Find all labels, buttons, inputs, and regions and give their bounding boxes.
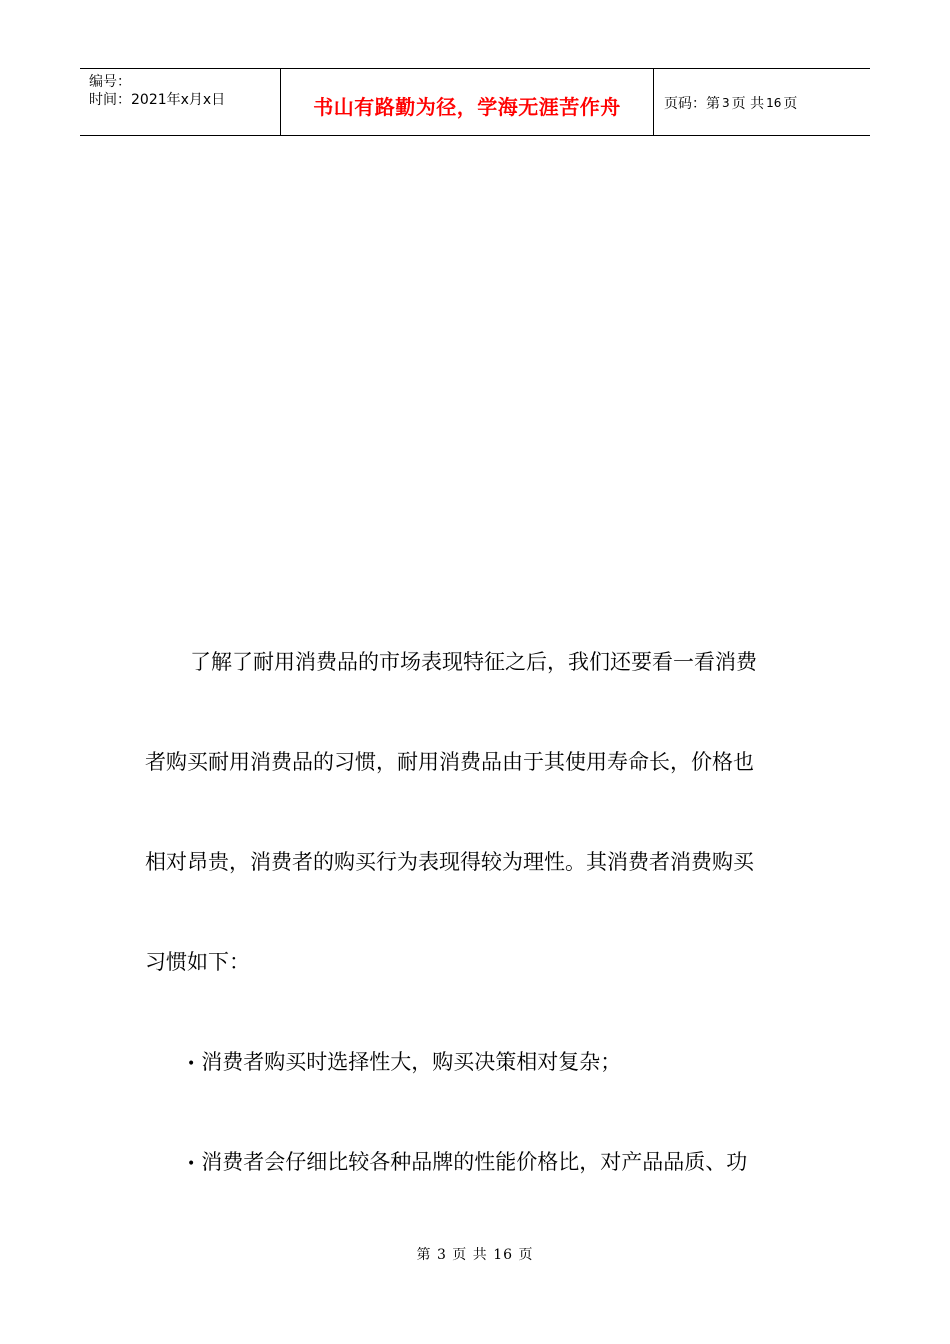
paragraph-line: 了解了耐用消费品的市场表现特征之后，我们还要看一看消费 <box>190 650 757 674</box>
page-total: 16 <box>766 96 782 110</box>
header-info-cell <box>80 69 281 135</box>
bullet-icon: • <box>187 1055 196 1072</box>
bullet-item <box>145 1040 795 1084</box>
page-suffix: 页 <box>783 96 798 112</box>
header-page-cell <box>654 69 870 135</box>
motto-text: 书山有路勤为径，学海无涯苦作舟 <box>313 94 621 119</box>
bullet-icon: • <box>187 1155 196 1172</box>
body-text <box>145 640 795 1240</box>
bullet-text: 消费者会仔细比较各种品牌的性能价格比，对产品品质、功 <box>201 1150 748 1174</box>
document-header <box>80 68 870 136</box>
page-prefix: 页码：第 <box>664 96 720 112</box>
number-label: 编号： <box>89 74 131 90</box>
footer-page-text: 第 3 页 共 16 页 <box>416 1247 534 1263</box>
page-mid: 页 共 <box>731 96 765 112</box>
bullet-item <box>145 1140 795 1184</box>
header-motto-cell <box>281 69 654 135</box>
page-footer <box>0 1244 950 1264</box>
date-label: 时间：2021年x月x日 <box>89 92 226 108</box>
paragraph-line: 相对昂贵，消费者的购买行为表现得较为理性。其消费者消费购买 <box>145 850 754 874</box>
page-current: 3 <box>722 96 730 110</box>
bullet-text: 消费者购买时选择性大，购买决策相对复杂； <box>201 1050 622 1074</box>
paragraph-line: 者购买耐用消费品的习惯，耐用消费品由于其使用寿命长，价格也 <box>145 750 754 774</box>
paragraph-line: 习惯如下： <box>145 950 250 974</box>
